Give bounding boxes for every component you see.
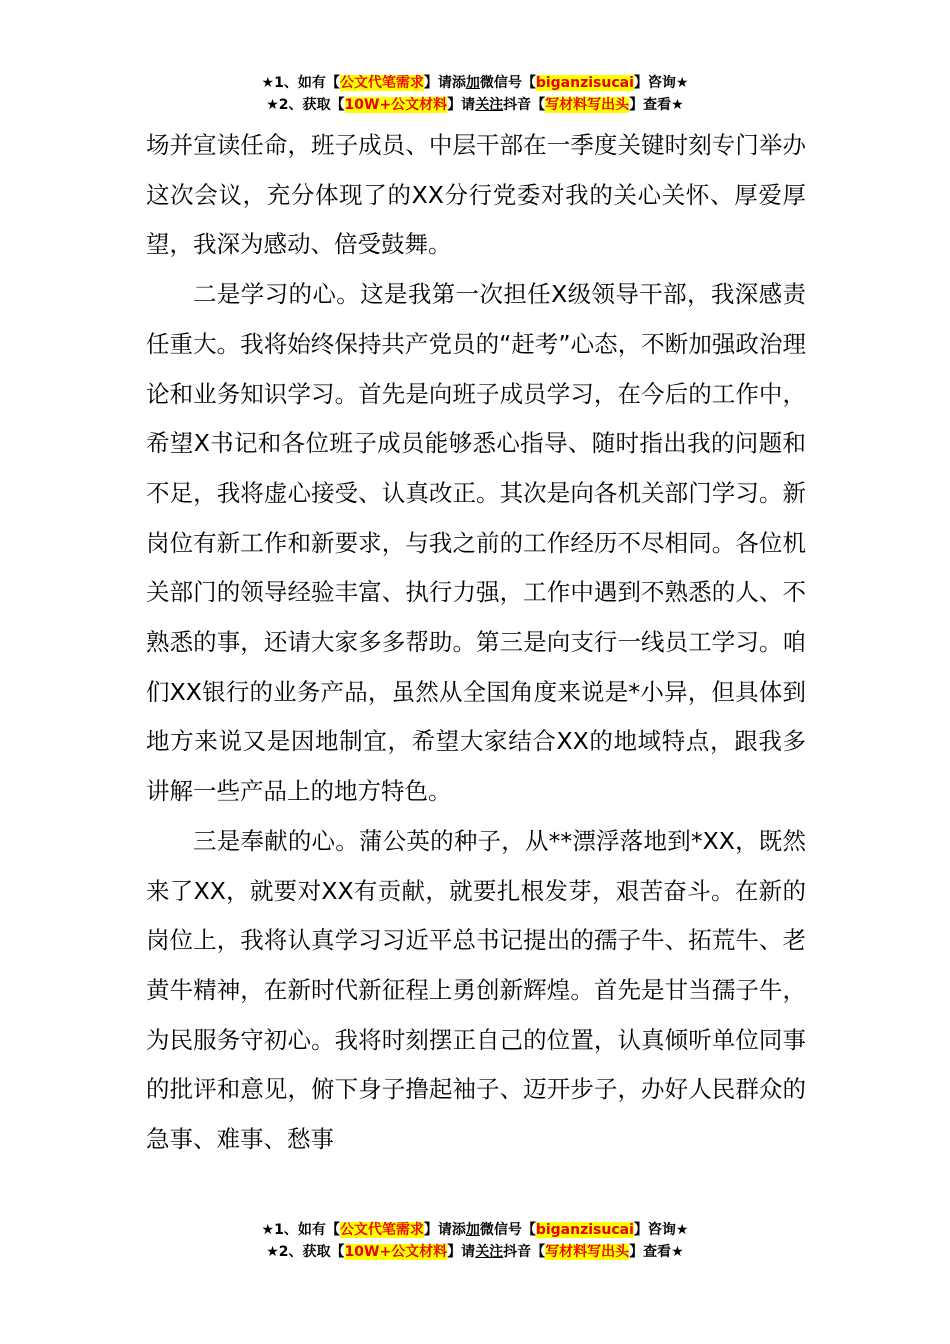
promo-line-2 [0, 1241, 950, 1263]
promo-wechat-id: biganzisucai [535, 75, 634, 91]
promo-highlight: 公文代笔需求 [339, 75, 424, 91]
footer-promo-banner [0, 1219, 950, 1263]
document-body [146, 121, 806, 1165]
promo-text: 抖音【 [503, 97, 546, 113]
promo-highlight: 公文代笔需求 [339, 1222, 424, 1238]
promo-line-1 [0, 72, 950, 94]
promo-text: 】请 [447, 1244, 476, 1260]
promo-text: ★2、获取【 [266, 1244, 345, 1260]
promo-line-1 [0, 1219, 950, 1241]
promo-text: 】咨询★ [633, 1222, 689, 1238]
promo-underline: 关注 [475, 1244, 504, 1260]
promo-douyin-id: 写材料写出头 [545, 97, 630, 113]
paragraph-dedication-heart: 三是奉献的心。蒲公英的种子，从**漂浮落地到*XX，既然来了XX，就要对XX有贡献，就要扎根发芽，艰苦奋斗。在新的岗位上，我将认真学习习近平总书记提出的孺子牛、拓荒牛、老黄牛精神，在新时代新征程上勇创新辉煌。首先是甘当孺子牛，为民服务守初心。我将时刻摆正自己的位置，认真倾听单位同事的批评和意见，俯下身子撸起袖子、迈开步子，办好人民群众的急事、难事、愁事 [146, 826, 806, 1154]
promo-highlight: 10W+公文材料 [344, 97, 448, 113]
promo-douyin-id: 写材料写出头 [545, 1244, 630, 1260]
promo-wechat-id: biganzisucai [535, 1222, 634, 1238]
header-promo-banner [0, 72, 950, 116]
promo-highlight: 10W+公文材料 [344, 1244, 448, 1260]
promo-underline: 加 [465, 1222, 480, 1238]
promo-text: 】请添 [423, 1222, 466, 1238]
paragraph-continuation: 场并宣读任命，班子成员、中层干部在一季度关键时刻专门举办这次会议，充分体现了的XX分行党委对我的关心关怀、厚爱厚望，我深为感动、倍受鼓舞。 [146, 131, 806, 259]
promo-text: 微信号【 [479, 75, 536, 91]
promo-text: 微信号【 [479, 1222, 536, 1238]
promo-text: 】咨询★ [633, 75, 689, 91]
promo-underline: 加 [465, 75, 480, 91]
promo-text: 】查看★ [629, 1244, 684, 1260]
promo-underline: 关注 [475, 97, 504, 113]
promo-text: 】查看★ [629, 97, 684, 113]
promo-text: 】请添 [423, 75, 466, 91]
promo-line-2 [0, 94, 950, 116]
promo-text: ★1、如有【 [261, 75, 340, 91]
paragraph-learning-heart: 二是学习的心。这是我第一次担任X级领导干部，我深感责任重大。我将始终保持共产党员的“赶考”心态，不断加强政治理论和业务知识学习。首先是向班子成员学习，在今后的工作中，希望X书记和各位班子成员能够悉心指导、随时指出我的问题和不足，我将虚心接受、认真改正。其次是向各机关部门学习。新岗位有新工作和新要求，与我之前的工作经历不尽相同。各位机关部门的领导经验丰富、执行力强，工作中遇到不熟悉的人、不熟悉的事，还请大家多多帮助。第三是向支行一线员工学习。咱们XX银行的业务产品，虽然从全国角度来说是*小异，但具体到地方来说又是因地制宜，希望大家结合XX的地域特点，跟我多讲解一些产品上的地方特色。 [146, 280, 806, 806]
promo-text: 抖音【 [503, 1244, 546, 1260]
promo-text: ★2、获取【 [266, 97, 345, 113]
promo-text: ★1、如有【 [261, 1222, 340, 1238]
promo-text: 】请 [447, 97, 476, 113]
